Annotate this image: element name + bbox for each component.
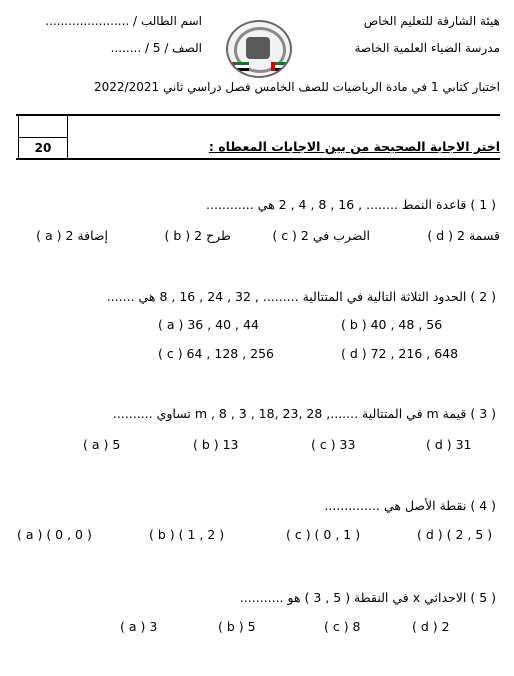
q1-option-c: الضرب في 2 ( c ) xyxy=(272,228,370,243)
q4-option-c: ( c ) ( 0 , 1 ) xyxy=(286,527,361,542)
q4-option-a: ( a ) ( 0 , 0 ) xyxy=(17,527,92,542)
question-5: ( 5 ) الاحداثي x في النقطة ( 5 , 3 ) هو ........... xyxy=(239,590,496,605)
section-divider xyxy=(16,158,500,160)
q5-option-d: ( d ) 2 xyxy=(412,619,450,634)
q5-option-a: ( a ) 3 xyxy=(120,619,158,634)
instruction-text: اختر الاجابة الصحيحة من بين الاجابات المعطاه : xyxy=(208,139,500,154)
q1-option-a: إضافة 2 ( a ) xyxy=(36,228,108,243)
question-2: ( 2 ) الحدود الثلاثة التالية في المتتالية ......... , 32 , 24 , 16 , 8 هي ....... xyxy=(106,289,496,304)
q5-option-b: ( b ) 5 xyxy=(218,619,256,634)
student-name-field: اسم الطالب / ...................... xyxy=(45,14,202,28)
q3-option-d: ( d ) 31 xyxy=(426,437,472,452)
school-name: مدرسة الضياء العلمية الخاصة xyxy=(354,41,500,55)
question-1: ( 1 ) قاعدة النمط ........ , 16 , 8 , 4 , 2 هي ............ xyxy=(206,197,496,212)
q3-option-c: ( c ) 33 xyxy=(311,437,356,452)
q2-option-b: ( b ) 40 , 48 , 56 xyxy=(341,317,443,332)
q5-option-c: ( c ) 8 xyxy=(324,619,361,634)
q4-option-d: ( d ) ( 2 , 5 ) xyxy=(417,527,493,542)
q1-option-d: قسمة 2 ( d ) xyxy=(427,228,500,243)
q3-option-b: ( b ) 13 xyxy=(193,437,239,452)
q1-option-b: طرح 2 ( b ) xyxy=(164,228,231,243)
question-4: ( 4 ) نقطة الأصل هي .............. xyxy=(324,498,496,513)
score-box xyxy=(18,115,68,159)
q3-option-a: ( a ) 5 xyxy=(83,437,121,452)
score-value: 20 xyxy=(34,141,52,155)
header-divider xyxy=(16,114,500,116)
question-3: ( 3 ) قيمة m في المتتالية ......., 28 ,23 ,18 , m , 8 , 3 تساوي .......... xyxy=(112,406,496,421)
q2-option-d: ( d ) 72 , 216 , 648 xyxy=(341,346,459,361)
q2-option-c: ( c ) 64 , 128 , 256 xyxy=(158,346,275,361)
school-logo xyxy=(226,20,292,78)
q2-option-a: ( a ) 36 , 40 , 44 xyxy=(158,317,259,332)
exam-title: اختبار كتابي 1 في مادة الرياضيات للصف الخامس فصل دراسي ثاني 2022/2021 xyxy=(94,80,500,94)
authority-name: هيئة الشارقة للتعليم الخاص xyxy=(363,14,500,28)
grade-field: الصف / 5 / ........ xyxy=(110,41,202,55)
q4-option-b: ( b ) ( 1 , 2 ) xyxy=(149,527,225,542)
